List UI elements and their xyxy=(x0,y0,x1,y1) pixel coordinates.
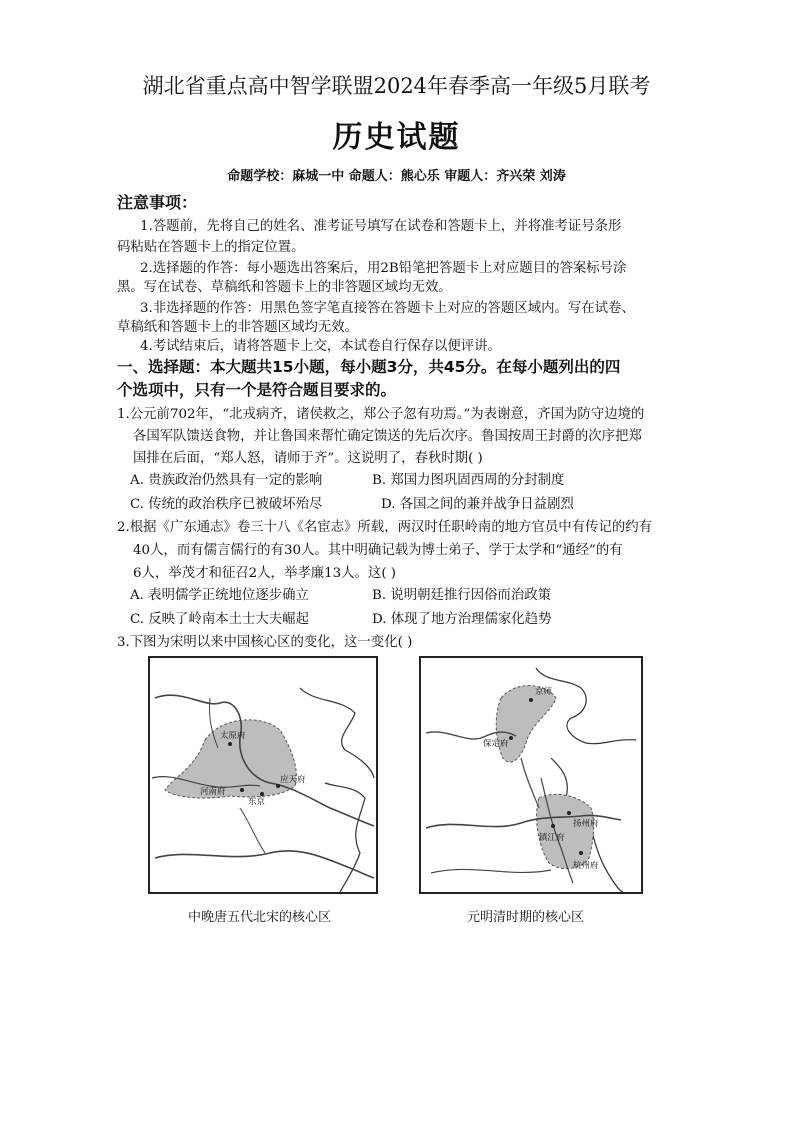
question-2-option-d: D. 体现了地方治理儒家化趋势 xyxy=(372,612,552,627)
map-yuan-ming-qing-svg xyxy=(421,658,641,892)
map-north-song-core xyxy=(148,656,378,894)
credits-line: 命题学校：麻城一中 命题人：熊心乐 审题人：齐兴荣 刘涛 xyxy=(227,169,566,184)
map-label: 镇江府 xyxy=(539,833,565,843)
map-label: 河南府 xyxy=(200,787,226,797)
question-1-option-c: C. 传统的政治秩序已被破坏殆尽 xyxy=(130,497,323,512)
map-label: 保定府 xyxy=(483,739,509,749)
notice-line: 3.非选择题的作答：用黑色签字笔直接答在答题卡上对应的答题区域内。写在试卷、 xyxy=(140,301,635,316)
map-label: 杭州府 xyxy=(573,861,599,871)
question-1-option-d: D. 各国之间的兼并战争日益剧烈 xyxy=(381,497,574,512)
map-label: 太原府 xyxy=(220,731,246,741)
question-2-option-a: A. 表明儒学正统地位逐步确立 xyxy=(130,588,309,603)
map-label: 应天府 xyxy=(280,775,306,785)
notice-line: 码粘贴在答题卡上的指定位置。 xyxy=(117,240,305,255)
question-2-stem: 6人，举茂才和征召2人，举孝廉13人。这( ) xyxy=(133,566,397,581)
question-2-stem: 40人，而有儒言儒行的有30人。其中明确记载为博士弟子、学于太学和“通经”的有 xyxy=(133,543,623,558)
map-caption-right: 元明清时期的核心区 xyxy=(467,910,585,925)
exam-title: 湖北省重点高中智学联盟2024年春季高一年级5月联考 xyxy=(142,74,651,98)
notice-heading: 注意事项： xyxy=(117,193,198,212)
section-heading: 一、选择题：本大题共15小题，每小题3分，共45分。在每小题列出的四 xyxy=(117,358,621,376)
question-1-option-a: A. 贵族政治仍然具有一定的影响 xyxy=(130,473,323,488)
question-1-option-b: B. 郑国力图巩固西周的分封制度 xyxy=(372,473,565,488)
map-label: 东京 xyxy=(248,797,266,807)
question-1-stem: 各国军队馈送食物，并让鲁国来帮忙确定馈送的先后次序。鲁国按周王封爵的次序把郑 xyxy=(133,429,642,444)
map-caption-left: 中晚唐五代北宋的核心区 xyxy=(188,910,332,925)
map-yuan-ming-qing-core xyxy=(419,656,643,894)
map-label: 扬州府 xyxy=(573,819,599,829)
notice-line: 黑。写在试卷、草稿纸和答题卡上的非答题区域均无效。 xyxy=(117,280,452,295)
question-3-stem: 3.下图为宋明以来中国核心区的变化，这一变化( ) xyxy=(117,635,413,650)
notice-line: 1.答题前，先将自己的姓名、准考证号填写在试卷和答题卡上，并将准考证号条形 xyxy=(140,219,622,234)
question-1-stem: 国排在后面，“郑人怒，请师于齐”。这说明了，春秋时期( ) xyxy=(133,451,483,466)
map-label: 京师 xyxy=(535,687,553,697)
map-north-song-svg xyxy=(150,658,376,892)
question-1-stem: 1.公元前702年，“北戎病齐，诸侯救之，郑公子忽有功焉。”为表谢意，齐国为防守边境的 xyxy=(117,407,645,422)
question-2-option-b: B. 说明朝廷推行因俗而治政策 xyxy=(372,588,552,603)
notice-line: 2.选择题的作答：每小题选出答案后，用2B铅笔把答题卡上对应题目的答案标号涂 xyxy=(140,261,627,276)
question-2-option-c: C. 反映了岭南本土士大夫崛起 xyxy=(130,612,309,627)
notice-line: 草稿纸和答题卡上的非答题区域均无效。 xyxy=(117,320,359,335)
question-2-stem: 2.根据《广东通志》卷三十八《名宦志》所载，两汉时任职岭南的地方官员中有传记的约有 xyxy=(117,520,653,535)
subject-title: 历史试题 xyxy=(332,120,461,155)
notice-line: 4.考试结束后，请将答题卡上交，本试卷自行保存以便评讲。 xyxy=(140,339,501,354)
section-heading: 个选项中，只有一个是符合题目要求的。 xyxy=(117,381,397,399)
